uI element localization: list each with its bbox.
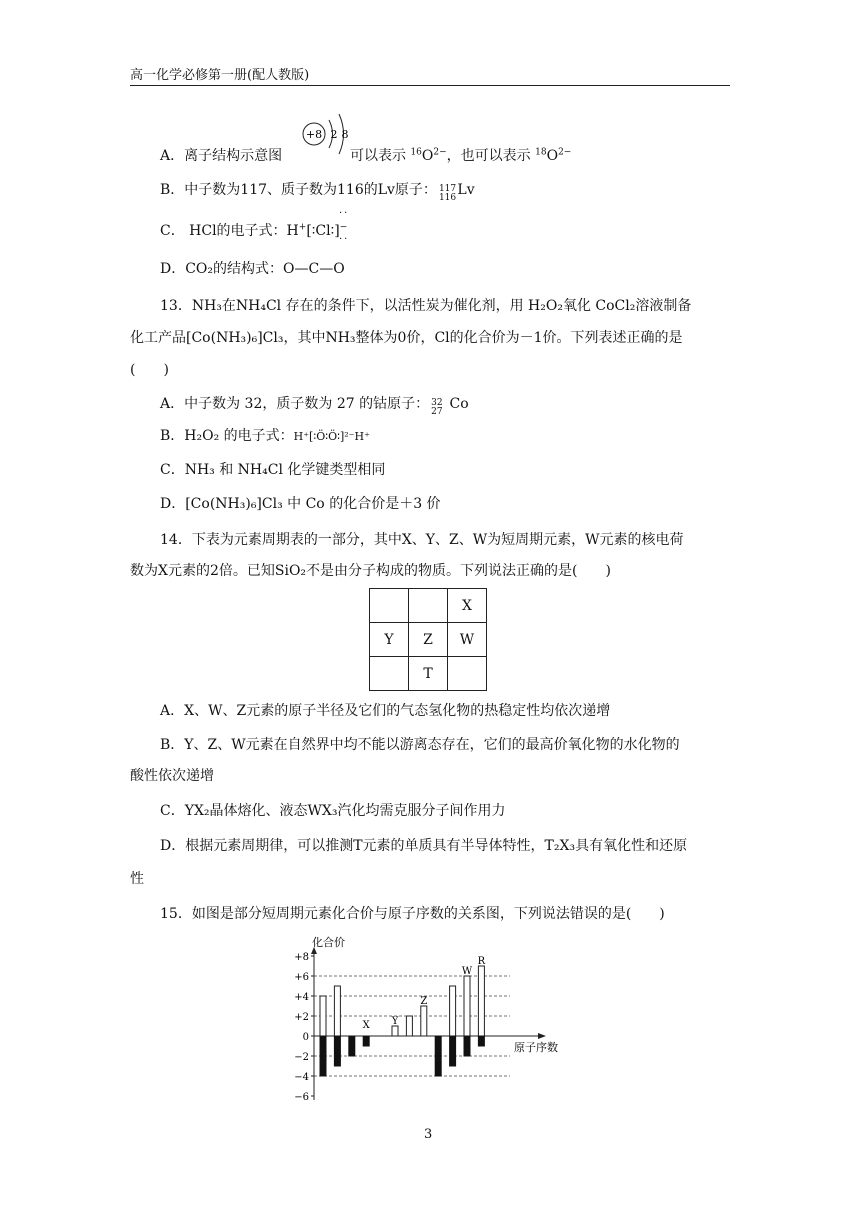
q15-line1: 15．如图是部分短周期元素化合价与原子序数的关系图，下列说法错误的是( ) [160, 906, 665, 922]
q13-option-c: C．NH₃ 和 NH₄Cl 化学键类型相同 [160, 462, 386, 478]
element-label: W [461, 966, 473, 977]
y-tick-label: +8 [294, 952, 309, 963]
q13-line3: ( ) [130, 362, 169, 378]
y-tick-label: −4 [294, 1072, 309, 1083]
y-axis-label: 化合价 [312, 936, 345, 949]
q14-option-a: A．X、W、Z元素的原子半径及它们的气态氢化物的热稳定性均依次递增 [160, 703, 611, 719]
cl-bottom-dots: ·· [339, 234, 350, 245]
q13-option-a [160, 394, 469, 417]
q13-line2: 化工产品[Co(NH₃)₆]Cl₃，其中NH₃整体为0价，Cl的化合价为－1价。下列表述正确的是 [130, 330, 683, 346]
y-tick-label: +4 [294, 992, 309, 1003]
q12-a-sep: ，也可以表示 [446, 148, 531, 164]
q12-a-charge1: 2− [433, 147, 447, 158]
element-label: R [477, 956, 486, 967]
y-tick-label: 0 [302, 1032, 309, 1043]
q12-a-ion1: O [421, 148, 434, 164]
negative-valence-bar [450, 1036, 456, 1066]
positive-valence-bar [478, 966, 484, 1036]
positive-valence-bar [334, 986, 340, 1036]
positive-valence-bar [421, 1006, 427, 1036]
table-cell: Y [370, 623, 409, 657]
positive-valence-bar [392, 1026, 398, 1036]
negative-valence-bar [320, 1036, 326, 1076]
q12-c-minus: − [339, 222, 348, 233]
shell-2-count: 8 [341, 128, 349, 141]
q12-option-d: D．CO₂的结构式：O—C—O [160, 261, 345, 277]
positive-valence-bar [464, 976, 470, 1036]
lv-isotope [437, 180, 457, 203]
q14-line1: 14．下表为元素周期表的一部分，其中X、Y、Z、W为短周期元素，W元素的核电荷 [160, 532, 684, 548]
q14-option-b-line2: 酸性依次递增 [130, 768, 214, 784]
lv-symbol: Lv [457, 182, 475, 198]
shell-1-count: 2 [330, 128, 338, 141]
table-cell: Z [409, 623, 448, 657]
table-cell [370, 657, 409, 691]
q13-a-prefix: A．中子数为 32，质子数为 27 的钴原子： [160, 396, 430, 412]
header-rule [130, 85, 730, 86]
q14-line2: 数为X元素的2倍。已知SiO₂不是由分子构成的物质。下列说法正确的是( ) [130, 563, 611, 579]
q12-option-b [160, 180, 475, 203]
q12-a-charge2: 2− [558, 147, 572, 158]
element-label: X [362, 1020, 370, 1031]
nucleus-charge: +8 [305, 128, 323, 141]
q13-b-prefix: B．H₂O₂ 的电子式： [160, 428, 294, 444]
q12-a-iso2: 18 [535, 147, 547, 158]
periodic-table-fragment [369, 588, 487, 691]
table-row [370, 657, 487, 691]
positive-valence-bar [406, 1016, 412, 1036]
element-label: Y [391, 1016, 399, 1027]
table-row [370, 589, 487, 623]
negative-valence-bar [363, 1036, 369, 1046]
q12-a-iso1: 16 [410, 147, 422, 158]
negative-valence-bar [435, 1036, 441, 1076]
positive-valence-bar [320, 996, 326, 1036]
q12-c-body: [∶Cl∶] [306, 223, 340, 239]
co-symbol: Co [449, 396, 469, 412]
oxygen-ion-diagram [296, 108, 356, 164]
q13-option-d: D．[Co(NH₃)₆]Cl₃ 中 Co 的化合价是＋3 价 [160, 496, 441, 512]
q12-b-prefix: B．中子数为117、质子数为116的Lv原子： [160, 182, 437, 198]
q13-option-b [160, 426, 370, 447]
q12-c-prefix: C． HCl的电子式：H [160, 223, 299, 239]
negative-valence-bar [334, 1036, 340, 1066]
lv-mass: 117 [438, 184, 457, 194]
table-cell [409, 589, 448, 623]
y-tick-label: −2 [294, 1052, 309, 1063]
table-cell [448, 657, 487, 691]
q12-a-mid: 可以表示 [350, 148, 406, 164]
y-tick-label: +6 [294, 972, 309, 983]
table-cell: W [448, 623, 487, 657]
valence-chart [280, 932, 580, 1107]
cl-top-dots: ·· [339, 208, 350, 219]
q12-a-prefix: A．离子结构示意图 [160, 148, 283, 164]
h2o2-formula: H⁺[∶Ö∶Ö∶]²⁻H⁺ [293, 430, 370, 443]
q12-option-c [160, 221, 347, 241]
table-cell [370, 589, 409, 623]
lv-number: 116 [438, 193, 457, 203]
co-mass: 32 [431, 398, 443, 408]
element-label: Z [420, 996, 428, 1007]
q14-option-d-line1: D．根据元素周期律，可以推测T元素的单质具有半导体特性，T₂X₃具有氧化性和还原 [160, 838, 688, 854]
negative-valence-bar [478, 1036, 484, 1046]
q13-line1: 13．NH₃在NH₄Cl 存在的条件下，以活性炭为催化剂，用 H₂O₂氧化 CoCl₂溶液制备 [160, 298, 692, 314]
x-axis-arrow [538, 1033, 546, 1039]
header-title: 高一化学必修第一册(配人教版) [130, 68, 310, 83]
q12-option-a [160, 146, 282, 166]
q12-a-tail [350, 146, 571, 166]
q14-option-d-line2: 性 [130, 871, 144, 887]
q14-option-c: C．YX₂晶体熔化、液态WX₃汽化均需克服分子间作用力 [160, 803, 506, 819]
q12-c-plus: + [298, 222, 307, 233]
negative-valence-bar [349, 1036, 355, 1056]
q14-option-b-line1: B．Y、Z、W元素在自然界中均不能以游离态存在，它们的最高价氧化物的水化物的 [160, 737, 680, 753]
co-number: 27 [431, 407, 443, 417]
table-cell: X [448, 589, 487, 623]
page-number: 3 [424, 1127, 433, 1142]
table-cell: T [409, 657, 448, 691]
co-isotope [429, 394, 445, 417]
x-axis-label: 原子序数 [514, 1041, 558, 1054]
negative-valence-bar [464, 1036, 470, 1056]
table-row [370, 623, 487, 657]
positive-valence-bar [450, 986, 456, 1036]
y-tick-label: +2 [294, 1012, 309, 1023]
y-tick-label: −6 [294, 1092, 309, 1103]
q12-a-ion2: O [546, 148, 559, 164]
